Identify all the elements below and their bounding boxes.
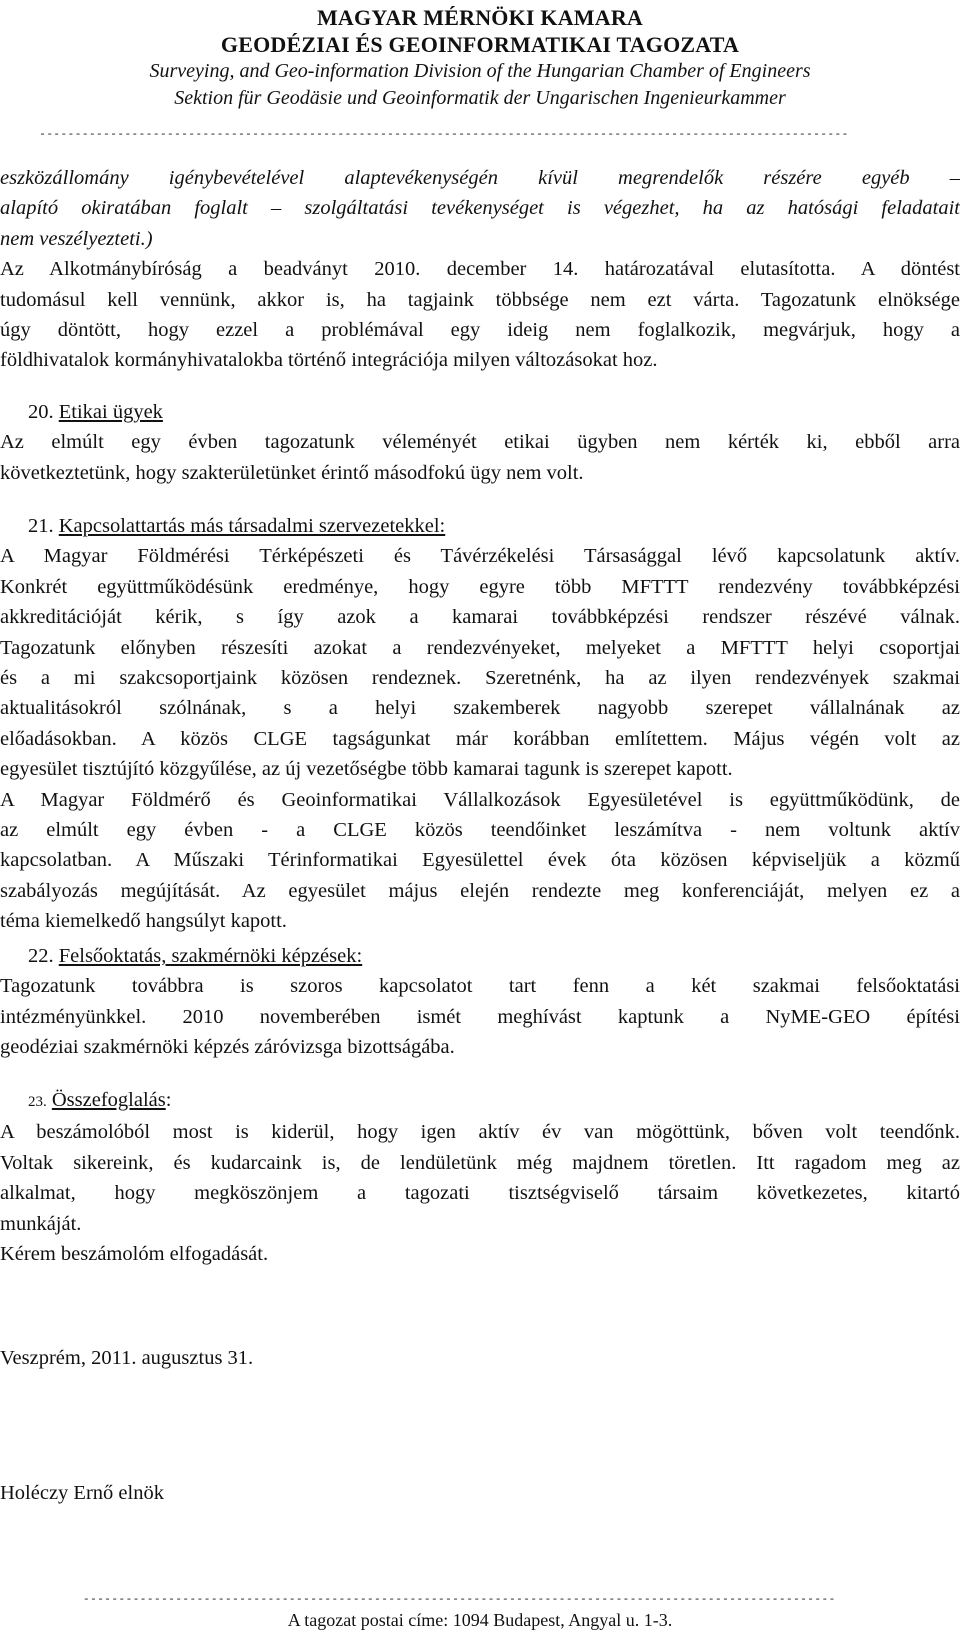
section-21 xyxy=(0,511,960,937)
section-23 xyxy=(0,1085,960,1269)
place-date-text: Veszprém, 2011. augusztus 31. xyxy=(0,1347,254,1369)
footer-divider: ---------------------------------------------------------------------------------------------------------- xyxy=(83,1594,836,1606)
section-number: 21. xyxy=(28,515,54,537)
text-line: Konkrét együttműködésünk eredménye, hogy egyre több MFTTT rendezvény továbbképzési xyxy=(0,575,960,598)
text-line: aktualitásokról szólnának, s a helyi szakemberek nagyobb szerepet vállalnának az xyxy=(0,697,960,720)
text-line: geodéziai szakmérnöki képzés záróvizsga bizottságába. xyxy=(0,1036,455,1059)
org-title: MAGYAR MÉRNÖKI KAMARA xyxy=(316,5,644,30)
division-title: GEODÉZIAI ÉS GEOINFORMATIKAI TAGOZATA xyxy=(220,32,740,57)
text-line: téma kiemelkedő hangsúlyt kapott. xyxy=(0,910,287,933)
text-line: az elmúlt egy évben - a CLGE közös teendőinket leszámítva - nem voltunk aktív xyxy=(0,819,960,842)
text-line: szabályozás megújítását. Az egyesület május elején rendezte meg konferenciáját, melyen ez a xyxy=(0,879,960,902)
footer-address: A tagozat postai címe: 1094 Budapest, Angyal u. 1-3. xyxy=(287,1610,673,1630)
text-line: egyesület tisztújító közgyűlése, az új vezetőségbe több kamarai tagunk is szerepet kapott. xyxy=(0,758,733,781)
text-line: úgy döntött, hogy ezzel a problémával egy ideig nem foglalkozik, megvárjuk, hogy a xyxy=(0,319,960,342)
section-heading xyxy=(0,397,960,427)
text-line: A Magyar Földmérő és Geoinformatikai Vállalkozások Egyesületével is együttműködünk, de xyxy=(0,788,960,811)
signature xyxy=(0,1478,960,1508)
section-heading xyxy=(0,1085,960,1117)
section-title: Összefoglalás xyxy=(51,1089,166,1111)
place-date xyxy=(0,1343,960,1373)
text-line: A Magyar Földmérési Térképészeti és Távérzékelési Társasággal lévő kapcsolatunk aktív. xyxy=(0,545,960,568)
section-number: 22. xyxy=(28,945,54,967)
text-line: földhivatalok kormányhivatalokba történő integrációja milyen változásokat hoz. xyxy=(0,349,658,372)
text-line: következtetünk, hogy szakterületünket érintő másodfokú ügy nem volt. xyxy=(0,461,584,484)
text-line: Az elmúlt egy évben tagozatunk véleményét etikai ügyben nem kérték ki, ebből arra xyxy=(0,431,960,454)
section-heading xyxy=(0,511,960,541)
section-number: 23. xyxy=(28,1094,47,1110)
text-line: nem veszélyezteti.) xyxy=(0,227,153,250)
text-line: intézményünkkel. 2010 novemberében ismét meghívást kaptunk a NyME-GEO építési xyxy=(0,1005,960,1028)
text-line: alapító okiratában foglalt – szolgáltatási tevékenységet is végezhet, ha az hatósági feladatait xyxy=(0,197,960,220)
text-line: és a mi szakcsoportjaink közösen rendeznek. Szeretnénk, ha az ilyen rendezvények szakmai xyxy=(0,667,960,690)
text-line: Tagozatunk előnyben részesíti azokat a rendezvényeket, melyeket a MFTTT helyi csoportjai xyxy=(0,636,960,659)
section-title-suffix: : xyxy=(165,1089,172,1111)
text-line: előadásokban. A közös CLGE tagságunkat már korábban említettem. Május végén volt az xyxy=(0,727,960,750)
text-line: A beszámolóból most is kiderül, hogy igen aktív év van mögöttünk, bőven volt teendőnk. xyxy=(0,1121,960,1144)
subtitle-german: Sektion für Geodäsie und Geoinformatik der Ungarischen Ingenieurkammer xyxy=(174,87,786,109)
text-line: tudomásul kell vennünk, akkor is, ha tagjaink többsége nem ezt várta. Tagozatunk elnöksége xyxy=(0,288,960,311)
section-title: Etikai ügyek xyxy=(58,401,163,423)
intro-paragraph xyxy=(0,163,960,376)
letterhead xyxy=(0,4,960,141)
section-heading xyxy=(0,941,960,971)
text-line: kapcsolatban. A Műszaki Térinformatikai Egyesülettel évek óta közösen képviseljük a közmű xyxy=(0,849,960,872)
text-line: Tagozatunk továbbra is szoros kapcsolatot tart fenn a két szakmai felsőoktatási xyxy=(0,975,960,998)
section-title: Kapcsolattartás más társadalmi szervezetekkel: xyxy=(58,515,446,537)
subtitle-english: Surveying, and Geo-information Division of the Hungarian Chamber of Engineers xyxy=(149,60,811,82)
section-title: Felsőoktatás, szakmérnöki képzések: xyxy=(58,945,363,967)
closing-line: Kérem beszámolóm elfogadását. xyxy=(0,1243,269,1266)
text-line: akkreditációját kérik, s így azok a kamarai továbbképzési rendszer részévé válnak. xyxy=(0,606,960,629)
text-line: Az Alkotmánybíróság a beadványt 2010. december 14. határozatával elutasította. A döntést xyxy=(0,258,960,281)
text-line: eszközállomány igénybevételével alaptevékenységén kívül megrendelők részére egyéb – xyxy=(0,167,960,189)
section-20 xyxy=(0,397,960,488)
text-line: munkáját. xyxy=(0,1212,82,1235)
section-22 xyxy=(0,941,960,1063)
signature-text: Holéczy Ernő elnök xyxy=(0,1482,164,1504)
text-line: Voltak sikereink, és kudarcaink is, de lendületünk még majdnem töretlen. Itt ragadom meg az xyxy=(0,1151,960,1174)
header-divider: ------------------------------------------------------------------------------------------------------------------ xyxy=(39,129,849,141)
section-number: 20. xyxy=(28,401,54,423)
text-line: alkalmat, hogy megköszönjem a tagozati tisztségviselő társaim következetes, kitartó xyxy=(0,1182,960,1205)
